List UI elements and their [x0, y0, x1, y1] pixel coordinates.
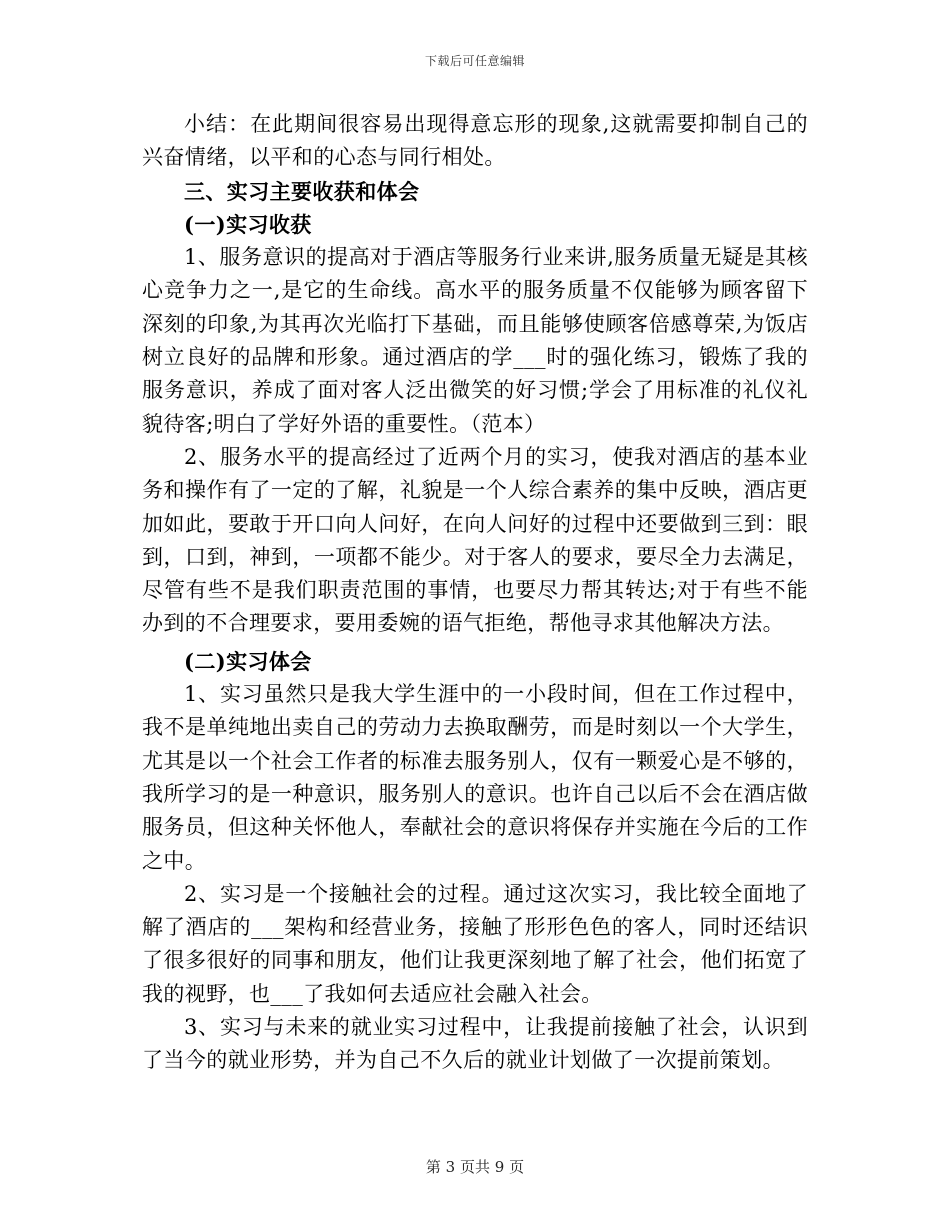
section-heading: 三、实习主要收获和体会 [184, 178, 420, 204]
gain-paragraph-1: 1、服务意识的提高对于酒店等服务行业来讲,服务质量无疑是其核心竞争力之一,是它的生命线。高水平的服务质量不仅能够为顾客留下深刻的印象,为其再次光临打下基础，而且能够使顾客倍感尊荣,为饭店树立良好的品牌和形象。通过酒店的学___时的强化练习，锻炼了我的服务意识，养成了面对客人泛出微笑的好习惯;学会了用标准的礼仪礼貌待客;明白了学好外语的重要性。（范本） [142, 245, 808, 436]
page-header: 下载后可任意编辑 [424, 54, 525, 68]
summary-paragraph: 小结：在此期间很容易出现得意忘形的现象,这就需要抑制自己的兴奋情绪，以平和的心态与同行相处。 [142, 112, 808, 170]
page-number: 第 3 页共 9 页 [425, 1158, 525, 1176]
experience-paragraph-3: 3、实习与未来的就业实习过程中，让我提前接触了社会，认识到了当今的就业形势，并为自己不久后的就业计划做了一次提前策划。 [142, 1015, 808, 1073]
subsection-heading-gains: (一)实习收获 [184, 211, 312, 237]
experience-paragraph-2: 2、实习是一个接触社会的过程。通过这次实习，我比较全面地了解了酒店的___架构和经营业务，接触了形形色色的客人，同时还结识了很多很好的同事和朋友，他们让我更深刻地了解了社会，他们拓宽了我的视野，也___了我如何去适应社会融入社会。 [142, 881, 808, 1006]
subsection-heading-experience: (二)实习体会 [184, 648, 312, 674]
gain-paragraph-2: 2、服务水平的提高经过了近两个月的实习，使我对酒店的基本业务和操作有了一定的了解，礼貌是一个人综合素养的集中反映，酒店更加如此，要敢于开口向人问好，在向人问好的过程中还要做到三到：眼到，口到，神到，一项都不能少。对于客人的要求，要尽全力去满足，尽管有些不是我们职责范围的事情，也要尽力帮其转达;对于有些不能办到的不合理要求，要用委婉的语气拒绝，帮他寻求其他解决方法。 [142, 444, 808, 636]
document-body [142, 108, 808, 1078]
experience-paragraph-1: 1、实习虽然只是我大学生涯中的一小段时间，但在工作过程中，我不是单纯地出卖自己的劳动力去换取酬劳，而是时刻以一个大学生，尤其是以一个社会工作者的标准去服务别人，仅有一颗爱心是不够的，我所学习的是一种意识，服务别人的意识。也许自己以后不会在酒店做服务员，但这种关怀他人，奉献社会的意识将保存并实施在今后的工作之中。 [142, 682, 808, 873]
